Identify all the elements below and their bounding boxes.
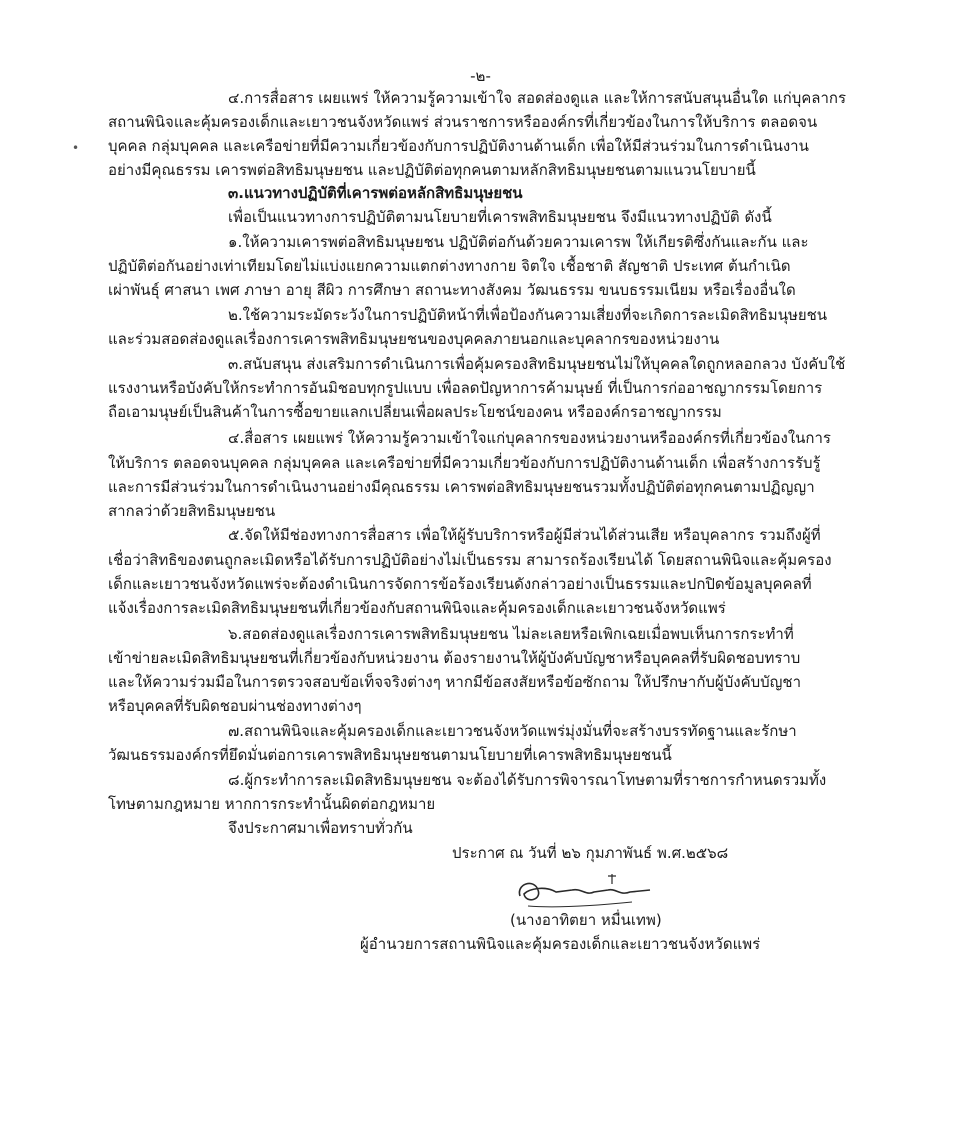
body-line: และร่วมสอดส่องดูแลเรื่องการเคารพสิทธิมนุษยชนของบุคคลภายนอกและบุคลากรของหน่วยงาน xyxy=(108,330,720,348)
body-line: วัฒนธรรมองค์กรที่ยึดมั่นต่อการเคารพสิทธิมนุษยชนตามนโยบายที่เคารพสิทธิมนุษยชนนี้ xyxy=(108,746,672,764)
announcement-date: ประกาศ ณ วันที่ ๒๖ กุมภาพันธ์ พ.ศ.๒๕๖๘ xyxy=(452,844,729,862)
body-line: สถานพินิจและคุ้มครองเด็กและเยาวชนจังหวัดแพร่ ส่วนราชการหรือองค์กรที่เกี่ยวข้องในการให้บริการ ตลอดจน xyxy=(108,113,818,131)
body-line: ๔.สื่อสาร เผยแพร่ ให้ความรู้ความเข้าใจแก่บุคลากรของหน่วยงานหรือองค์กรที่เกี่ยวข้องในการ xyxy=(228,429,831,447)
body-line: สากลว่าด้วยสิทธิมนุษยชน xyxy=(108,502,276,520)
body-line: ๔.การสื่อสาร เผยแพร่ ให้ความรู้ความเข้าใจ สอดส่องดูแล และให้การสนับสนุนอื่นใด แก่บุคลากร xyxy=(228,89,847,107)
body-line: ๖.สอดส่องดูแลเรื่องการเคารพสิทธิมนุษยชน ไม่ละเลยหรือเพิกเฉยเมื่อพบเห็นการกระทำที่ xyxy=(228,625,794,643)
stray-mark: • xyxy=(72,141,80,155)
body-line: ๑.ให้ความเคารพต่อสิทธิมนุษยชน ปฏิบัติต่อกันด้วยความเคารพ ให้เกียรติซึ่งกันและกัน และ xyxy=(228,233,809,251)
body-line: เข้าข่ายละเมิดสิทธิมนุษยชนที่เกี่ยวข้องกับหน่วยงาน ต้องรายงานให้ผู้บังคับบัญชาหรือบุคคลที่รับผิดชอบทราบ xyxy=(108,649,801,667)
body-line: แจ้งเรื่องการละเมิดสิทธิมนุษยชนที่เกี่ยวข้องกับสถานพินิจและคุ้มครองเด็กและเยาวชนจังหวัดแพร่ xyxy=(108,599,726,617)
signatory-position: ผู้อำนวยการสถานพินิจและคุ้มครองเด็กและเยาวชนจังหวัดแพร่ xyxy=(360,935,761,953)
body-line: เพื่อเป็นแนวทางการปฏิบัติตามนโยบายที่เคารพสิทธิมนุษยชน จึงมีแนวทางปฏิบัติ ดังนี้ xyxy=(228,208,772,226)
signatory-name: (นางอาทิตยา หมื่นเทพ) xyxy=(510,911,662,929)
body-line: อย่างมีคุณธรรม เคารพต่อสิทธิมนุษยชน และปฏิบัติต่อทุกคนตามหลักสิทธิมนุษยชนตามแนวนโยบายนี้ xyxy=(108,161,756,179)
body-line: ๕.จัดให้มีช่องทางการสื่อสาร เพื่อให้ผู้รับบริการหรือผู้มีส่วนได้ส่วนเสีย หรือบุคลากร รวมถึงผู้ที่ xyxy=(228,526,821,544)
body-line: แรงงานหรือบังคับให้กระทำการอันมิชอบทุกรูปแบบ เพื่อลดปัญหาการค้ามนุษย์ ที่เป็นการก่ออาชญากรรมโดยการ xyxy=(108,379,823,397)
body-line: ๘.ผู้กระทำการละเมิดสิทธิมนุษยชน จะต้องได้รับการพิจารณาโทษตามที่ราชการกำหนดรวมทั้ง xyxy=(228,771,827,789)
body-line: ให้บริการ ตลอดจนบุคคล กลุ่มบุคคล และเครือข่ายที่มีความเกี่ยวข้องกับการปฏิบัติงานด้านเด็ก เพื่อสร้างการรับรู้ xyxy=(108,454,821,472)
page-number: -๒- xyxy=(470,67,491,85)
body-line: เผ่าพันธุ์ ศาสนา เพศ ภาษา อายุ สีผิว การศึกษา สถานะทางสังคม วัฒนธรรม ขนบธรรมเนียม หรือเรื่องอื่นใด xyxy=(108,281,796,299)
body-line: ถือเอามนุษย์เป็นสินค้าในการซื้อขายแลกเปลี่ยนเพื่อผลประโยชน์ของคน หรือองค์กรอาชญากรรม xyxy=(108,403,722,421)
body-line: ๗.สถานพินิจและคุ้มครองเด็กและเยาวชนจังหวัดแพร่มุ่งมั่นที่จะสร้างบรรทัดฐานและรักษา xyxy=(228,722,797,740)
body-line: ๓.สนับสนุน ส่งเสริมการดำเนินการเพื่อคุ้มครองสิทธิมนุษยชนไม่ให้บุคคลใดถูกหลอกลวง บังคับใช้ xyxy=(228,355,846,373)
body-line: เด็กและเยาวชนจังหวัดแพร่จะต้องดำเนินการจัดการข้อร้องเรียนดังกล่าวอย่างเป็นธรรมและปกปิดข้อมูลบุคคลที่ xyxy=(108,575,812,593)
body-line: บุคคล กลุ่มบุคคล และเครือข่ายที่มีความเกี่ยวข้องกับการปฏิบัติงานด้านเด็ก เพื่อให้มีส่วนร่วมในการดำเนินงาน xyxy=(108,137,809,155)
body-line: และการมีส่วนร่วมในการดำเนินงานอย่างมีคุณธรรม เคารพต่อสิทธิมนุษยชนรวมทั้งปฏิบัติต่อทุกคนตามปฏิญญา xyxy=(108,478,815,496)
body-line: หรือบุคคลที่รับผิดชอบผ่านช่องทางต่างๆ xyxy=(108,697,362,715)
closing-line: จึงประกาศมาเพื่อทราบทั่วกัน xyxy=(228,819,413,837)
body-line: โทษตามกฎหมาย หากการกระทำนั้นผิดต่อกฎหมาย xyxy=(108,795,436,813)
body-line: ปฏิบัติต่อกันอย่างเท่าเทียมโดยไม่แบ่งแยกความแตกต่างทางกาย จิตใจ เชื้อชาติ สัญชาติ ประเทศ ต้นกำเนิด xyxy=(108,257,791,275)
section-heading: ๓.แนวทางปฏิบัติที่เคารพต่อหลักสิทธิมนุษยชน xyxy=(228,184,523,202)
body-line: ๒.ใช้ความระมัดระวังในการปฏิบัติหน้าที่เพื่อป้องกันความเสี่ยงที่จะเกิดการละเมิดสิทธิมนุษยชน xyxy=(228,306,828,324)
body-line: และให้ความร่วมมือในการตรวจสอบข้อเท็จจริงต่างๆ หากมีข้อสงสัยหรือข้อซักถาม ให้ปรึกษากับผู้บังคับบัญชา xyxy=(108,673,802,691)
body-line: เชื่อว่าสิทธิของตนถูกละเมิดหรือได้รับการปฏิบัติอย่างไม่เป็นธรรม สามารถร้องเรียนได้ โดยสถานพินิจและคุ้มครอง xyxy=(108,551,832,569)
